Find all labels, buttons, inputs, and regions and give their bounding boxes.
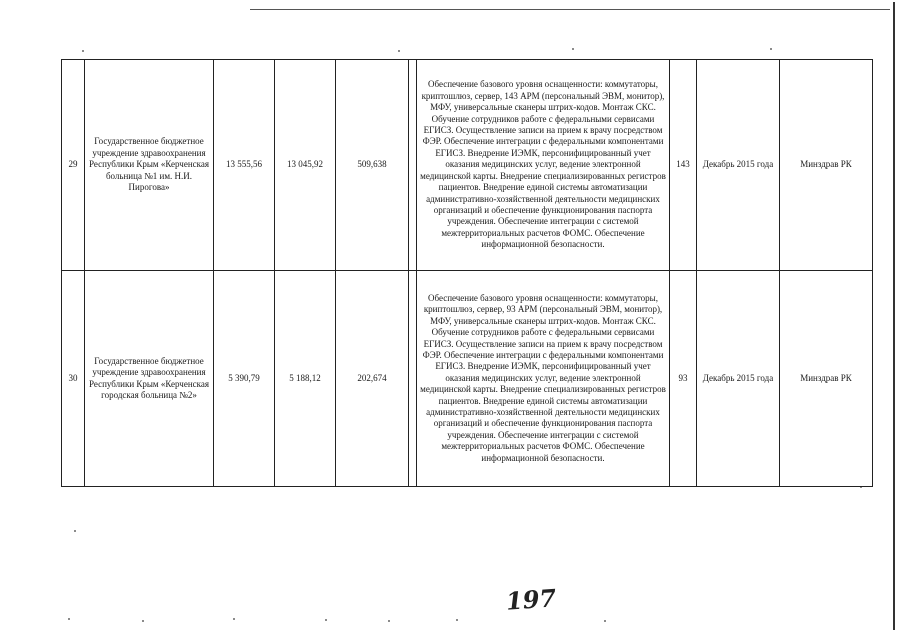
facilities-table <box>61 59 873 487</box>
scan-speck <box>325 619 327 621</box>
empty-cell <box>409 271 417 487</box>
completion-term: Декабрь 2015 года <box>697 60 780 271</box>
scan-edge-right <box>893 2 895 630</box>
row-number: 29 <box>62 60 85 271</box>
scan-speck <box>68 618 70 620</box>
row-number: 30 <box>62 271 85 487</box>
activity-description: Обеспечение базового уровня оснащенности: коммутаторы, криптошлюз, сервер, 93 АРМ (персональный ЭВМ, монитор), МФУ, универсальные сканеры штрих-кодов. Монтаж СКС. Обучение сотрудников работе с федеральными сервисами ЕГИСЗ. Осуществление записи на прием к врачу посредством ФЭР. Обеспечение интеграции с федеральными компонентами ЕГИСЗ. Внедрение ИЭМК, персонифицированный учет оказания медицинских услуг, ведение электронной медицинской карты. Внедрение специализированных регистров пациентов. Внедрение единой системы автоматизации административно-хозяйственной деятельности медицинских организаций и обеспечение функционирования паспорта учреждения. Обеспечение интеграции с системой межтерриториальных расчетов ФОМС. Обеспечение информационной безопасности. <box>417 271 670 487</box>
scan-speck <box>456 619 458 621</box>
responsible-body: Минздрав РК <box>780 60 873 271</box>
table-row <box>62 60 873 271</box>
amount-federal: 13 045,92 <box>275 60 336 271</box>
scan-speck <box>604 620 606 622</box>
scan-speck <box>142 620 144 622</box>
scan-speck <box>398 50 400 52</box>
organization-name: Государственное бюджетное учреждение здравоохранения Республики Крым «Керченская городская больница №2» <box>85 271 214 487</box>
scan-speck <box>572 48 574 50</box>
scan-speck <box>74 530 76 532</box>
amount-total: 5 390,79 <box>214 271 275 487</box>
amount-federal: 5 188,12 <box>275 271 336 487</box>
scan-edge-top <box>250 9 890 10</box>
handwritten-page-number: 197 <box>505 583 558 616</box>
workstation-count: 143 <box>670 60 697 271</box>
table-row <box>62 271 873 487</box>
workstation-count: 93 <box>670 271 697 487</box>
scan-speck <box>82 50 84 52</box>
scan-speck <box>233 618 235 620</box>
activity-description: Обеспечение базового уровня оснащенности: коммутаторы, криптошлюз, сервер, 143 АРМ (персональный ЭВМ, монитор), МФУ, универсальные сканеры штрих-кодов. Монтаж СКС. Обучение сотрудников работе с федеральными сервисами ЕГИСЗ. Осуществление записи на прием к врачу посредством ФЭР. Обеспечение интеграции с федеральными компонентами ЕГИСЗ. Внедрение ИЭМК, персонифицированный учет оказания медицинских услуг, ведение электронной медицинской карты. Внедрение специализированных регистров пациентов. Внедрение единой системы автоматизации административно-хозяйственной деятельности медицинских организаций и обеспечение функционирования паспорта учреждения. Обеспечение интеграции с системой межтерриториальных расчетов ФОМС. Обеспечение информационной безопасности. <box>417 60 670 271</box>
empty-cell <box>409 60 417 271</box>
amount-regional: 202,674 <box>336 271 409 487</box>
amount-total: 13 555,56 <box>214 60 275 271</box>
scan-speck <box>770 48 772 50</box>
scan-speck <box>388 620 390 622</box>
amount-regional: 509,638 <box>336 60 409 271</box>
responsible-body: Минздрав РК <box>780 271 873 487</box>
organization-name: Государственное бюджетное учреждение здравоохранения Республики Крым «Керченская больница №1 им. Н.И. Пирогова» <box>85 60 214 271</box>
completion-term: Декабрь 2015 года <box>697 271 780 487</box>
